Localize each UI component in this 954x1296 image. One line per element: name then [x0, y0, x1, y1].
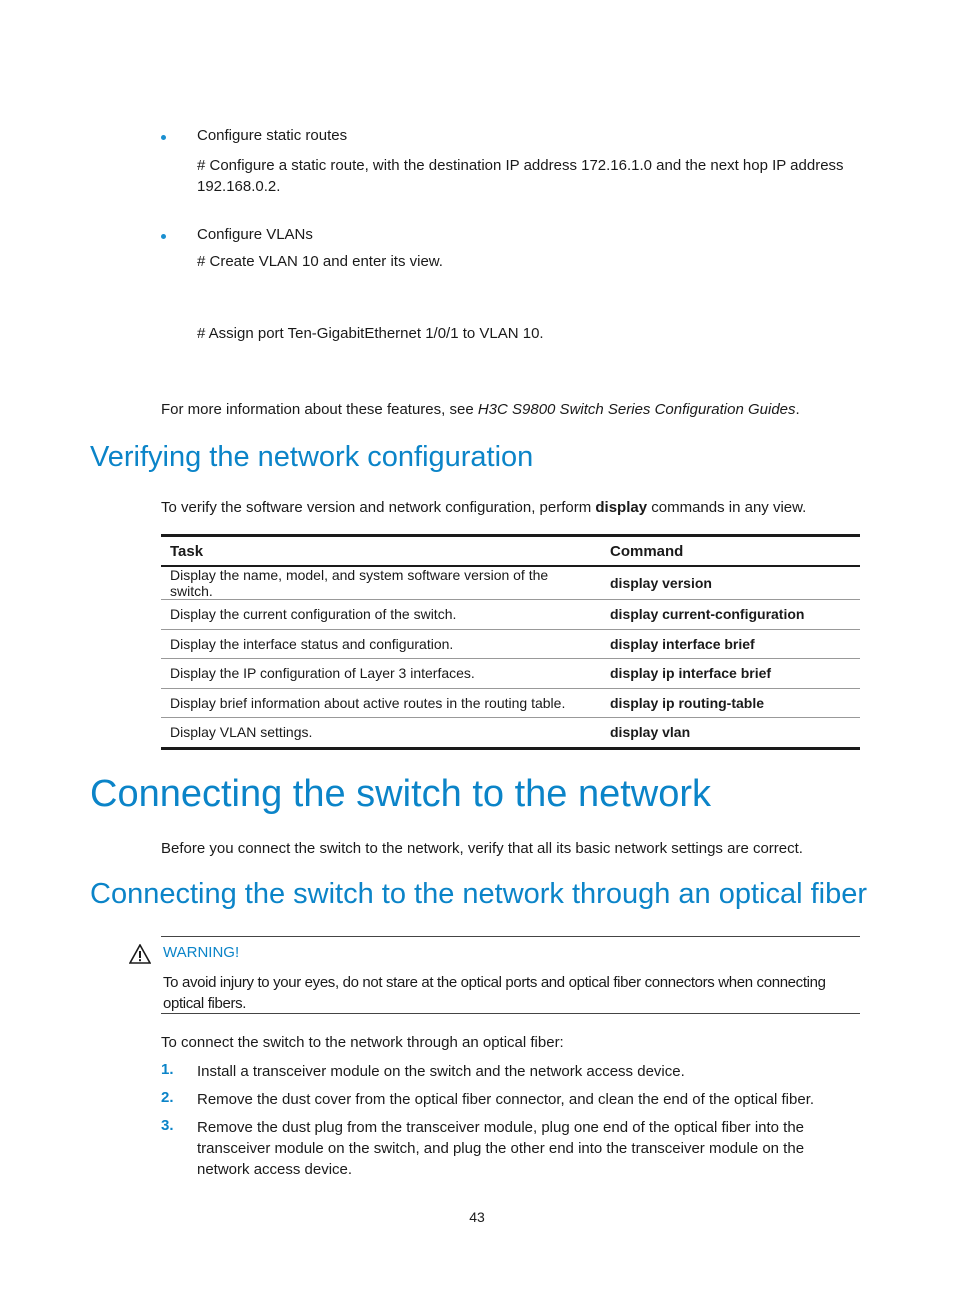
table-header-row: [161, 536, 860, 567]
column-header-command: Command: [601, 536, 860, 567]
warning-triangle-icon: [129, 944, 151, 964]
guide-title: H3C S9800 Switch Series Configuration Guides: [477, 401, 796, 418]
command-cell: display vlan: [601, 718, 860, 749]
verify-commands-table: [161, 534, 860, 750]
static-route-note: # Configure a static route, with the destination IP address 172.16.1.0 and the next hop IP address 192.168.0.2.: [197, 157, 844, 195]
command-cell: display version: [601, 566, 860, 600]
connect-intro: Before you connect the switch to the network, verify that all its basic network settings are correct.: [161, 840, 803, 857]
task-cell: Display the interface status and configuration.: [161, 629, 601, 659]
table-row: [161, 688, 860, 718]
table-row: [161, 659, 860, 689]
task-cell: Display the IP configuration of Layer 3 interfaces.: [161, 659, 601, 689]
task-cell: Display the current configuration of the switch.: [161, 600, 601, 630]
command-cell: display ip interface brief: [601, 659, 860, 689]
more-info-prefix: For more information about these features, see: [161, 401, 478, 418]
step-number: 3.: [161, 1117, 174, 1134]
more-info-suffix: .: [795, 401, 800, 418]
command-cell: display interface brief: [601, 629, 860, 659]
step-text: Remove the dust plug from the transceiver module, plug one end of the optical fiber into the transceiver module on the switch, and plug the other end into the transceiver module on the network access device.: [197, 1119, 805, 1178]
verify-intro: [161, 499, 806, 516]
step-text: Install a transceiver module on the switch and the network access device.: [197, 1063, 685, 1080]
bullet-label-vlans: Configure VLANs: [197, 226, 313, 243]
chapter-heading-connect: Connecting the switch to the network: [90, 773, 712, 815]
verify-intro-bold: display: [595, 499, 648, 516]
step-text: Remove the dust cover from the optical fiber connector, and clean the end of the optical fiber.: [197, 1091, 815, 1108]
column-header-task: Task: [161, 536, 601, 567]
table-row: [161, 566, 860, 600]
step-number: 1.: [161, 1061, 174, 1078]
verify-intro-suffix: commands in any view.: [647, 499, 807, 516]
command-cell: display current-configuration: [601, 600, 860, 630]
vlan-create-note: # Create VLAN 10 and enter its view.: [197, 253, 443, 270]
page-number: 43: [469, 1209, 485, 1225]
task-cell: Display the name, model, and system software version of the switch.: [161, 566, 601, 600]
bullet-dot: [161, 135, 166, 140]
task-cell: Display brief information about active routes in the routing table.: [161, 688, 601, 718]
step-number: 2.: [161, 1089, 174, 1106]
table-row: [161, 718, 860, 749]
warning-label: WARNING!: [163, 944, 240, 961]
more-info-text: [161, 401, 800, 418]
section-heading-verify: Verifying the network configuration: [90, 441, 534, 473]
verify-intro-prefix: To verify the software version and network configuration, perform: [161, 499, 596, 516]
bullet-label-static-routes: Configure static routes: [197, 127, 348, 144]
table-row: [161, 629, 860, 659]
task-cell: Display VLAN settings.: [161, 718, 601, 749]
table-row: [161, 600, 860, 630]
warning-text: To avoid injury to your eyes, do not stare at the optical ports and optical fiber connectors when connecting optical fibers.: [163, 974, 826, 1012]
fiber-intro: To connect the switch to the network through an optical fiber:: [161, 1034, 564, 1051]
command-cell: display ip routing-table: [601, 688, 860, 718]
section-heading-fiber: Connecting the switch to the network through an optical fiber: [90, 878, 868, 910]
vlan-assign-note: # Assign port Ten-GigabitEthernet 1/0/1 to VLAN 10.: [197, 325, 544, 342]
bullet-dot: [161, 234, 166, 239]
